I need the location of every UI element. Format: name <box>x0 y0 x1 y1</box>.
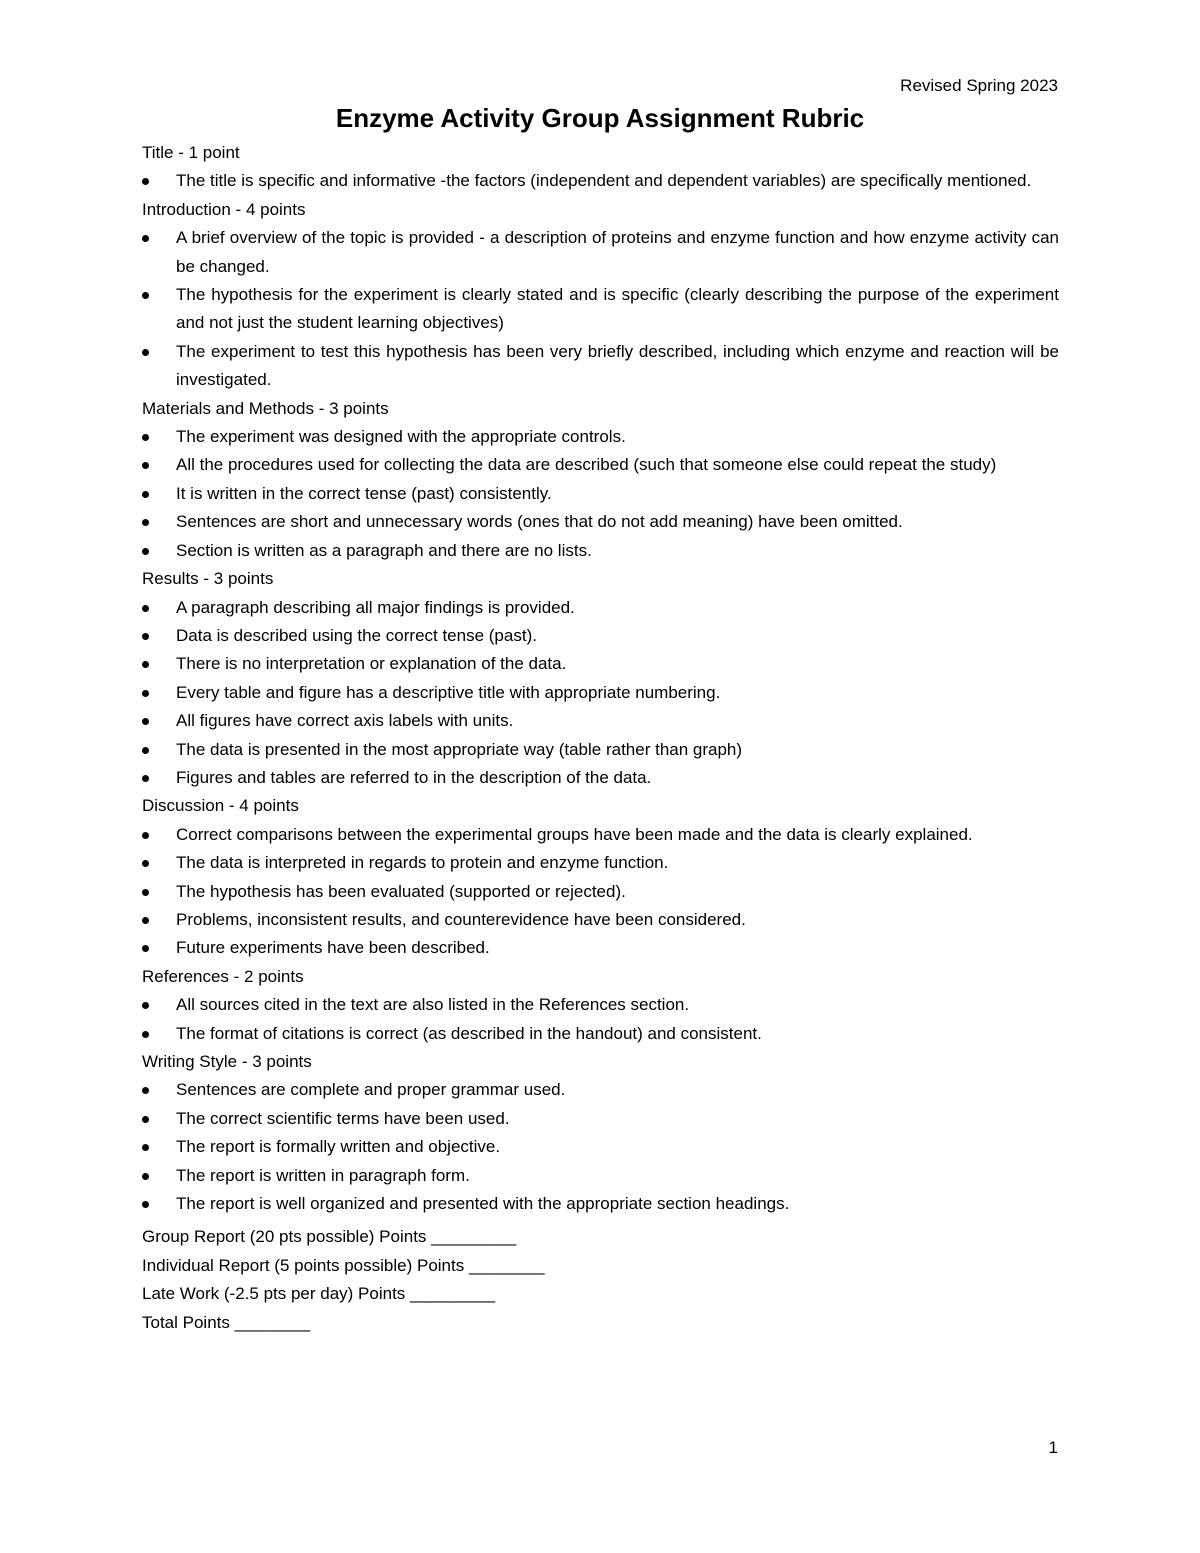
bullet-icon <box>142 491 149 498</box>
criteria-text: It is written in the correct tense (past) consistently. <box>176 483 552 503</box>
criteria-item <box>142 764 1059 792</box>
criteria-item <box>142 451 1059 479</box>
criteria-item <box>142 849 1059 877</box>
bullet-icon <box>142 747 149 754</box>
bullet-icon <box>142 548 149 555</box>
criteria-item <box>142 594 1059 622</box>
criteria-text: The report is formally written and objective. <box>176 1137 501 1157</box>
criteria-text: All figures have correct axis labels with units. <box>176 711 514 731</box>
bullet-icon <box>142 292 149 299</box>
bullet-icon <box>142 917 149 924</box>
section-heading: Writing Style - 3 points <box>142 1052 312 1071</box>
bullet-icon <box>142 1201 149 1208</box>
bullet-icon <box>142 434 149 441</box>
criteria-text: There is no interpretation or explanation of the data. <box>176 654 567 674</box>
bullet-icon <box>142 860 149 867</box>
criteria-text: The hypothesis has been evaluated (supported or rejected). <box>176 881 626 901</box>
bullet-icon <box>142 690 149 697</box>
criteria-item <box>142 736 1059 764</box>
page-number: 1 <box>1048 1438 1058 1457</box>
criteria-list <box>142 224 1059 394</box>
criteria-text: Sentences are short and unnecessary words (ones that do not add meaning) have been omitted. <box>176 512 903 532</box>
bullet-icon <box>142 1087 149 1094</box>
criteria-item <box>142 906 1059 934</box>
criteria-item <box>142 1190 1059 1218</box>
criteria-text: Sentences are complete and proper grammar used. <box>176 1080 566 1100</box>
bullet-icon <box>142 1031 149 1038</box>
criteria-text: The data is presented in the most appropriate way (table rather than graph) <box>176 739 743 759</box>
criteria-item <box>142 878 1059 906</box>
criteria-item <box>142 821 1059 849</box>
bullet-icon <box>142 718 149 725</box>
criteria-list <box>142 1076 1059 1218</box>
criteria-text: The format of citations is correct (as described in the handout) and consistent. <box>176 1023 762 1043</box>
criteria-list <box>142 423 1059 565</box>
criteria-item <box>142 679 1059 707</box>
bullet-icon <box>142 178 149 185</box>
criteria-text: The experiment was designed with the appropriate controls. <box>176 427 626 447</box>
criteria-item <box>142 281 1059 338</box>
revision-note: Revised Spring 2023 <box>900 76 1058 95</box>
bullet-icon <box>142 889 149 896</box>
rubric-section <box>142 395 1059 565</box>
bullet-icon <box>142 605 149 612</box>
criteria-text: The title is specific and informative -the factors (independent and dependent variables) are specifically mentioned. <box>176 171 1032 191</box>
score-line: Total Points ________ <box>142 1312 311 1332</box>
rubric-content <box>142 139 1059 1337</box>
bullet-icon <box>142 235 149 242</box>
bullet-icon <box>142 349 149 356</box>
bullet-icon <box>142 633 149 640</box>
bullet-icon <box>142 945 149 952</box>
bullet-icon <box>142 832 149 839</box>
criteria-text: Correct comparisons between the experimental groups have been made and the data is clearly explained. <box>176 824 973 844</box>
bullet-icon <box>142 1116 149 1123</box>
criteria-item <box>142 991 1059 1019</box>
section-heading: Results - 3 points <box>142 569 274 589</box>
criteria-text: All the procedures used for collecting the data are described (such that someone else could repeat the study) <box>176 455 997 475</box>
criteria-text: The hypothesis for the experiment is clearly stated and is specific (clearly describing the purpose of the experiment and not just the student learning objectives) <box>176 285 1059 333</box>
bullet-icon <box>142 1144 149 1151</box>
bullet-icon <box>142 462 149 469</box>
score-line: Individual Report (5 points possible) Points ________ <box>142 1255 545 1275</box>
criteria-item <box>142 622 1059 650</box>
rubric-section <box>142 963 1059 1048</box>
criteria-text: Section is written as a paragraph and there are no lists. <box>176 540 592 560</box>
rubric-section <box>142 196 1059 395</box>
score-line: Group Report (20 pts possible) Points _________ <box>142 1227 517 1247</box>
section-heading: Discussion - 4 points <box>142 796 299 816</box>
criteria-text: A brief overview of the topic is provided - a description of proteins and enzyme function and how enzyme activity can be changed. <box>176 228 1059 276</box>
criteria-item <box>142 1105 1059 1133</box>
criteria-text: Figures and tables are referred to in the description of the data. <box>176 767 652 787</box>
criteria-item <box>142 224 1059 281</box>
bullet-icon <box>142 519 149 526</box>
rubric-section <box>142 1048 1059 1218</box>
criteria-item <box>142 934 1059 962</box>
criteria-item <box>142 537 1059 565</box>
criteria-item <box>142 480 1059 508</box>
criteria-list <box>142 821 1059 963</box>
criteria-item <box>142 707 1059 735</box>
criteria-text: Problems, inconsistent results, and counterevidence have been considered. <box>176 909 746 929</box>
criteria-text: The experiment to test this hypothesis has been very briefly described, including which enzyme and reaction will be investigated. <box>176 341 1059 390</box>
criteria-item <box>142 1162 1059 1190</box>
criteria-item <box>142 423 1059 451</box>
bullet-icon <box>142 1173 149 1180</box>
criteria-item <box>142 1133 1059 1161</box>
section-heading: Title - 1 point <box>142 143 240 162</box>
criteria-item <box>142 650 1059 678</box>
criteria-text: Every table and figure has a descriptive title with appropriate numbering. <box>176 682 721 702</box>
bullet-icon <box>142 661 149 668</box>
rubric-section <box>142 792 1059 962</box>
document-title: Enzyme Activity Group Assignment Rubric <box>335 103 865 133</box>
rubric-section <box>142 139 1059 196</box>
criteria-item <box>142 338 1059 395</box>
criteria-text: Future experiments have been described. <box>176 938 490 958</box>
criteria-item <box>142 167 1059 195</box>
score-line: Late Work (-2.5 pts per day) Points _________ <box>142 1284 496 1304</box>
section-heading: Introduction - 4 points <box>142 199 306 219</box>
bullet-icon <box>142 1002 149 1009</box>
criteria-list <box>142 991 1059 1048</box>
rubric-section <box>142 565 1059 792</box>
section-heading: References - 2 points <box>142 966 304 986</box>
criteria-text: Data is described using the correct tense (past). <box>176 625 537 645</box>
criteria-item <box>142 1020 1059 1048</box>
section-heading: Materials and Methods - 3 points <box>142 398 389 418</box>
criteria-list <box>142 594 1059 793</box>
criteria-text: The data is interpreted in regards to protein and enzyme function. <box>176 853 669 873</box>
criteria-text: All sources cited in the text are also listed in the References section. <box>176 995 690 1015</box>
criteria-list <box>142 167 1059 195</box>
score-block <box>142 1223 1059 1337</box>
criteria-text: The report is well organized and presented with the appropriate section headings. <box>176 1194 790 1214</box>
bullet-icon <box>142 775 149 782</box>
rubric-sections <box>142 139 1059 1218</box>
criteria-text: The correct scientific terms have been used. <box>176 1108 510 1128</box>
criteria-item <box>142 508 1059 536</box>
criteria-text: The report is written in paragraph form. <box>176 1165 470 1185</box>
criteria-text: A paragraph describing all major findings is provided. <box>176 597 575 617</box>
criteria-item <box>142 1076 1059 1104</box>
